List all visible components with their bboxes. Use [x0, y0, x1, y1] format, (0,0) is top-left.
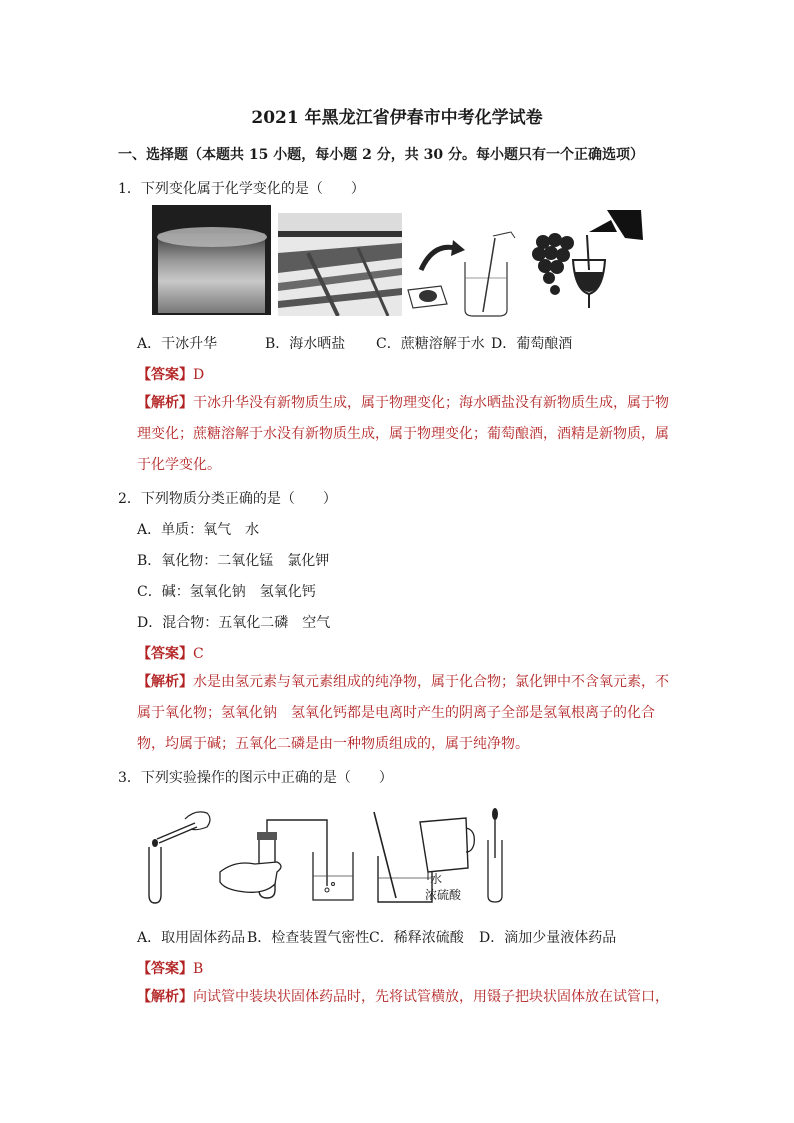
q1-image-dry-ice [152, 205, 271, 315]
question-2-stem: 2．下列物质分类正确的是（ ） [118, 491, 337, 507]
q1-option-b[interactable]: B．海水晒盐 [265, 336, 346, 352]
section-heading: 一、选择题（本题共 15 小题，每小题 2 分，共 30 分。每小题只有一个正确选项） [118, 147, 644, 163]
q2-option-d[interactable]: D．混合物：五氧化二磷 空气 [137, 615, 331, 631]
q1-image-grape-wine [527, 210, 647, 310]
question-1-explanation [137, 388, 677, 481]
question-1-stem: 1．下列变化属于化学变化的是（ ） [118, 181, 365, 197]
explanation-text: 干冰升华没有新物质生成，属于物理变化；海水晒盐没有新物质生成，属于物理变化；蔗糖溶解于水没有新物质生成，属于物理变化；葡萄酿酒，酒精是新物质，属于化学变化。 [137, 395, 669, 473]
explanation-text: 向试管中装块状固体药品时，先将试管横放，用镊子把块状固体放在试管口， [193, 989, 669, 1005]
question-3-explanation [137, 982, 677, 1013]
q1-image-sugar-dissolve [403, 228, 523, 318]
q3-figure-b-airtightness [215, 810, 365, 905]
question-3-answer [137, 958, 203, 978]
answer-value: B [193, 961, 204, 977]
q2-option-c[interactable]: C．碱：氢氧化钠 氢氧化钙 [137, 584, 316, 600]
q3-figure-label-water: 水 [430, 872, 443, 886]
question-3-options [137, 927, 657, 947]
q3-figure-a-solid-reagent [135, 805, 215, 905]
question-1-options [137, 333, 657, 353]
q2-option-b[interactable]: B．氧化物：二氧化锰 氯化钾 [137, 553, 330, 569]
q3-figure-label-acid: 浓硫酸 [425, 888, 462, 902]
question-2-explanation [137, 667, 677, 760]
q3-option-d[interactable]: D．滴加少量液体药品 [479, 930, 617, 946]
explanation-tag: 【解析】 [137, 989, 193, 1005]
answer-tag: 【答案】 [137, 367, 193, 383]
answer-tag: 【答案】 [137, 646, 193, 662]
q1-option-d[interactable]: D．葡萄酿酒 [491, 336, 573, 352]
q1-image-salt-field [278, 213, 402, 316]
answer-tag: 【答案】 [137, 961, 193, 977]
explanation-tag: 【解析】 [137, 395, 193, 411]
q3-option-c[interactable]: C．稀释浓硫酸 [369, 930, 464, 946]
explanation-text: 水是由氢元素与氧元素组成的纯净物，属于化合物；氯化钾中不含氧元素，不属于氧化物；氢氧化钠 氢氧化钙都是电离时产生的阴离子全部是氢氧根离子的化合物，均属于碱；五氧化二磷是由一种物质组成的，属于纯净物。 [137, 674, 669, 752]
question-2-answer [137, 643, 204, 663]
page-title: 2021 年黑龙江省伊春市中考化学试卷 [251, 108, 543, 128]
q3-option-a[interactable]: A．取用固体药品 [137, 930, 246, 946]
q1-option-a[interactable]: A．干冰升华 [137, 336, 218, 352]
explanation-tag: 【解析】 [137, 674, 193, 690]
q1-option-c[interactable]: C．蔗糖溶解于水 [376, 336, 485, 352]
q3-figure-d-dropper [485, 806, 505, 906]
answer-value: C [193, 646, 204, 662]
question-1-answer [137, 364, 204, 384]
q2-option-a[interactable]: A．单质：氧气 水 [137, 522, 260, 538]
question-3-stem: 3．下列实验操作的图示中正确的是（ ） [118, 770, 393, 786]
answer-value: D [193, 367, 205, 383]
q3-option-b[interactable]: B．检查装置气密性 [247, 930, 370, 946]
